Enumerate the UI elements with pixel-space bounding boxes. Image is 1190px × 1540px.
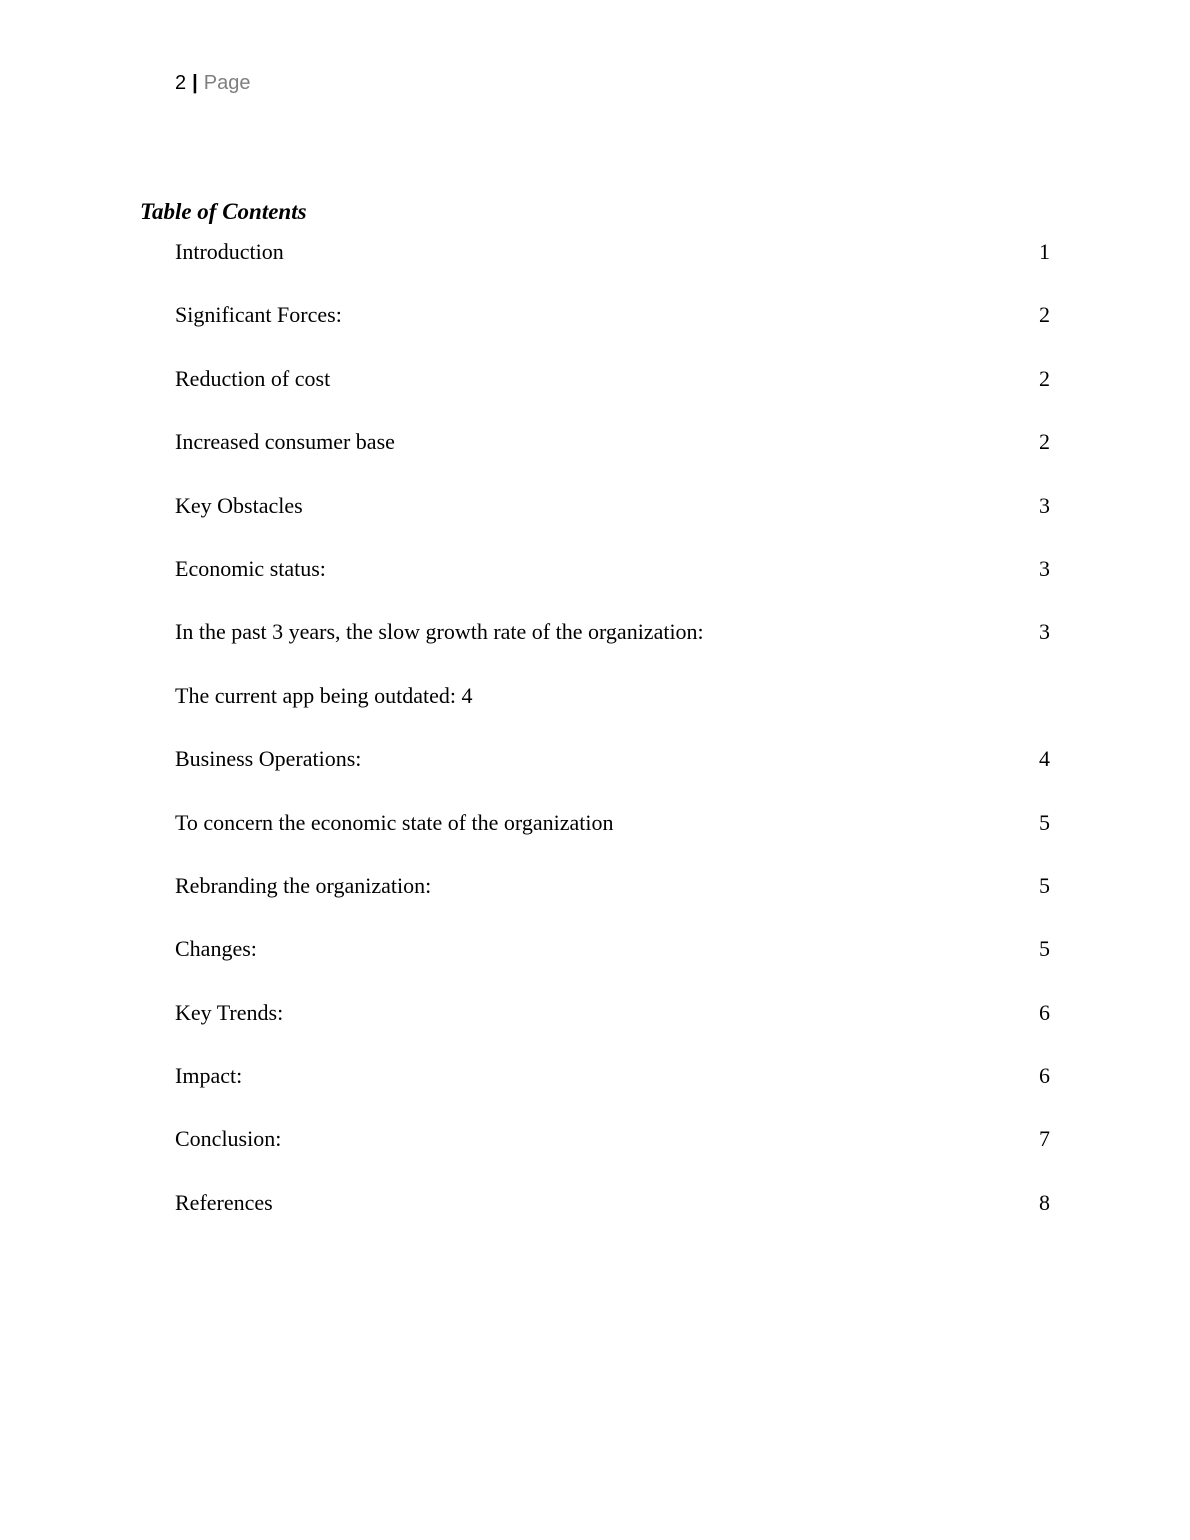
toc-entry-page: 3 xyxy=(1039,492,1050,518)
toc-entry-label: Economic status: xyxy=(175,555,326,581)
toc-entry[interactable] xyxy=(175,1189,1050,1252)
toc-entry[interactable] xyxy=(175,1125,1050,1188)
toc-entry[interactable] xyxy=(175,618,1050,681)
header-page-number: 2 xyxy=(175,72,187,94)
header-page-word: Page xyxy=(203,72,251,94)
toc-entry[interactable] xyxy=(175,1062,1050,1125)
toc-entry-page: 6 xyxy=(1039,999,1050,1025)
page-header xyxy=(175,70,250,96)
toc-entry[interactable] xyxy=(175,745,1050,808)
toc-entry[interactable] xyxy=(175,935,1050,998)
toc-entry-label: Key Obstacles xyxy=(175,492,303,518)
toc-list xyxy=(175,238,1050,1252)
toc-entry[interactable] xyxy=(175,999,1050,1062)
toc-entry-page: 5 xyxy=(1039,872,1050,898)
toc-entry[interactable] xyxy=(175,682,1050,745)
toc-entry-label: To concern the economic state of the organization xyxy=(175,809,614,835)
toc-entry-label: Rebranding the organization: xyxy=(175,872,432,898)
toc-entry-page: 5 xyxy=(1039,809,1050,835)
toc-entry-label: References xyxy=(175,1189,273,1215)
toc-entry-label: Key Trends: xyxy=(175,999,284,1025)
toc-entry-label: Reduction of cost xyxy=(175,365,331,391)
toc-entry-page: 4 xyxy=(1039,746,1050,772)
toc-entry[interactable] xyxy=(175,365,1050,428)
toc-entry[interactable] xyxy=(175,872,1050,935)
toc-entry-label: Conclusion: xyxy=(175,1126,282,1152)
toc-entry-label: Business Operations: xyxy=(175,746,362,772)
toc-entry-label: Increased consumer base xyxy=(175,429,395,455)
toc-entry-page: 8 xyxy=(1039,1189,1050,1215)
toc-entry-label: The current app being outdated: 4 xyxy=(175,682,473,708)
toc-entry-page: 2 xyxy=(1039,302,1050,328)
toc-entry[interactable] xyxy=(175,492,1050,555)
toc-entry-page: 3 xyxy=(1039,619,1050,645)
toc-entry-page: 1 xyxy=(1039,239,1050,264)
toc-entry-label: Impact: xyxy=(175,1063,243,1089)
toc-entry[interactable] xyxy=(175,809,1050,872)
toc-entry-label: Introduction xyxy=(175,239,284,264)
toc-entry-page: 6 xyxy=(1039,1063,1050,1089)
toc-entry-page: 2 xyxy=(1039,429,1050,455)
toc-entry-label: Changes: xyxy=(175,936,257,962)
toc-entry-page: 5 xyxy=(1039,936,1050,962)
toc-entry[interactable] xyxy=(175,555,1050,618)
toc-entry-label: In the past 3 years, the slow growth rate of the organization: xyxy=(175,619,704,645)
toc-entry-label: Significant Forces: xyxy=(175,302,342,328)
toc-title: Table of Contents xyxy=(140,199,307,224)
toc-entry[interactable] xyxy=(175,301,1050,364)
toc-entry-page: 2 xyxy=(1039,365,1050,391)
header-separator: | xyxy=(192,72,198,94)
toc-entry-page: 7 xyxy=(1039,1126,1050,1152)
toc-entry-page: 3 xyxy=(1039,555,1050,581)
toc-entry[interactable] xyxy=(175,428,1050,491)
toc-entry[interactable] xyxy=(175,238,1050,301)
